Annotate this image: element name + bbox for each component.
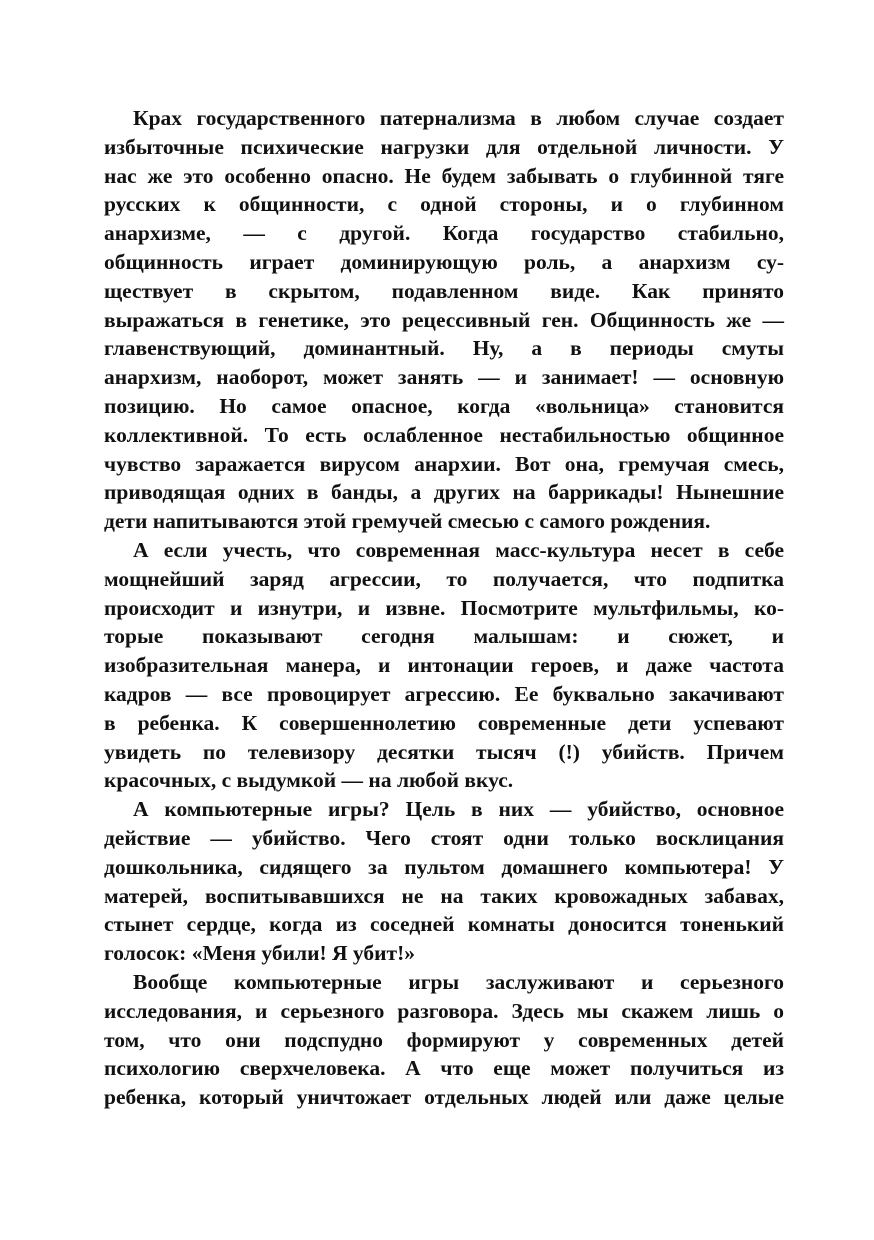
- text-line: красочных, с выдумкой — на любой вкус.: [104, 768, 514, 793]
- text-line: главенствующий, доминантный. Ну, а в периоды смуты: [104, 336, 784, 361]
- text-line: избыточные психические нагрузки для отдельной личности. У: [104, 134, 784, 159]
- text-line: исследования, и серьезного разговора. Здесь мы скажем лишь о: [104, 998, 784, 1023]
- text-line: голосок: «Меня убили! Я убит!»: [104, 941, 415, 966]
- text-line: ществует в скрытом, подавленном виде. Как принято: [104, 278, 784, 303]
- paragraph-1: [104, 104, 784, 536]
- text-line: коллективной. То есть ослабленное нестабильностью общинное: [104, 422, 784, 447]
- text-line: общинность играет доминирующую роль, а анархизм су-: [104, 249, 784, 274]
- text-line: происходит и изнутри, и извне. Посмотрите мультфильмы, ко-: [104, 595, 784, 620]
- text-line: действие — убийство. Чего стоят одни только восклицания: [104, 825, 784, 850]
- text-line: психологию сверхчеловека. А что еще может получиться из: [104, 1056, 784, 1081]
- text-line: в ребенка. К совершеннолетию современные дети успевают: [104, 710, 784, 735]
- text-line: дошкольника, сидящего за пультом домашнего компьютера! У: [104, 854, 784, 879]
- text-line: изобразительная манера, и интонации героев, и даже частота: [104, 653, 784, 678]
- text-line: дети напитываются этой гремучей смесью с самого рождения.: [104, 509, 711, 534]
- text-line: матерей, воспитывавшихся не на таких кровожадных забавах,: [104, 883, 784, 908]
- text-line: торые показывают сегодня малышам: и сюжет, и: [104, 624, 784, 649]
- text-line: А если учесть, что современная масс-культура несет в себе: [133, 537, 784, 562]
- text-line: позицию. Но самое опасное, когда «вольница» становится: [104, 393, 784, 418]
- text-line: выражаться в генетике, это рецессивный ген. Общинность же —: [104, 307, 784, 332]
- document-page: [104, 104, 784, 1112]
- text-line: русских к общинности, с одной стороны, и о глубинном: [104, 192, 784, 217]
- text-line: нас же это особенно опасно. Не будем забывать о глубинной тяге: [104, 163, 784, 188]
- text-line: Вообще компьютерные игры заслуживают и серьезного: [133, 969, 784, 994]
- text-line: мощнейший заряд агрессии, то получается, что подпитка: [104, 566, 784, 591]
- text-line: чувство заражается вирусом анархии. Вот она, гремучая смесь,: [104, 451, 784, 476]
- text-line: А компьютерные игры? Цель в них — убийство, основное: [133, 797, 784, 822]
- text-line: анархизме, — с другой. Когда государство стабильно,: [104, 221, 784, 246]
- text-line: стынет сердце, когда из соседней комнаты доносится тоненький: [104, 912, 784, 937]
- text-line: приводящая одних в банды, а других на баррикады! Нынешние: [104, 480, 784, 505]
- text-line: ребенка, который уничтожает отдельных людей или даже целые: [104, 1085, 784, 1110]
- paragraph-2: [104, 536, 784, 795]
- text-line: том, что они подспудно формируют у современных детей: [104, 1027, 784, 1052]
- paragraph-3: [104, 795, 784, 968]
- text-line: Крах государственного патернализма в любом случае создает: [133, 106, 784, 130]
- text-line: увидеть по телевизору десятки тысяч (!) убийств. Причем: [104, 739, 784, 764]
- paragraph-4: [104, 968, 784, 1112]
- text-line: анархизм, наоборот, может занять — и занимает! — основную: [104, 365, 784, 390]
- text-line: кадров — все провоцирует агрессию. Ее буквально закачивают: [104, 681, 784, 706]
